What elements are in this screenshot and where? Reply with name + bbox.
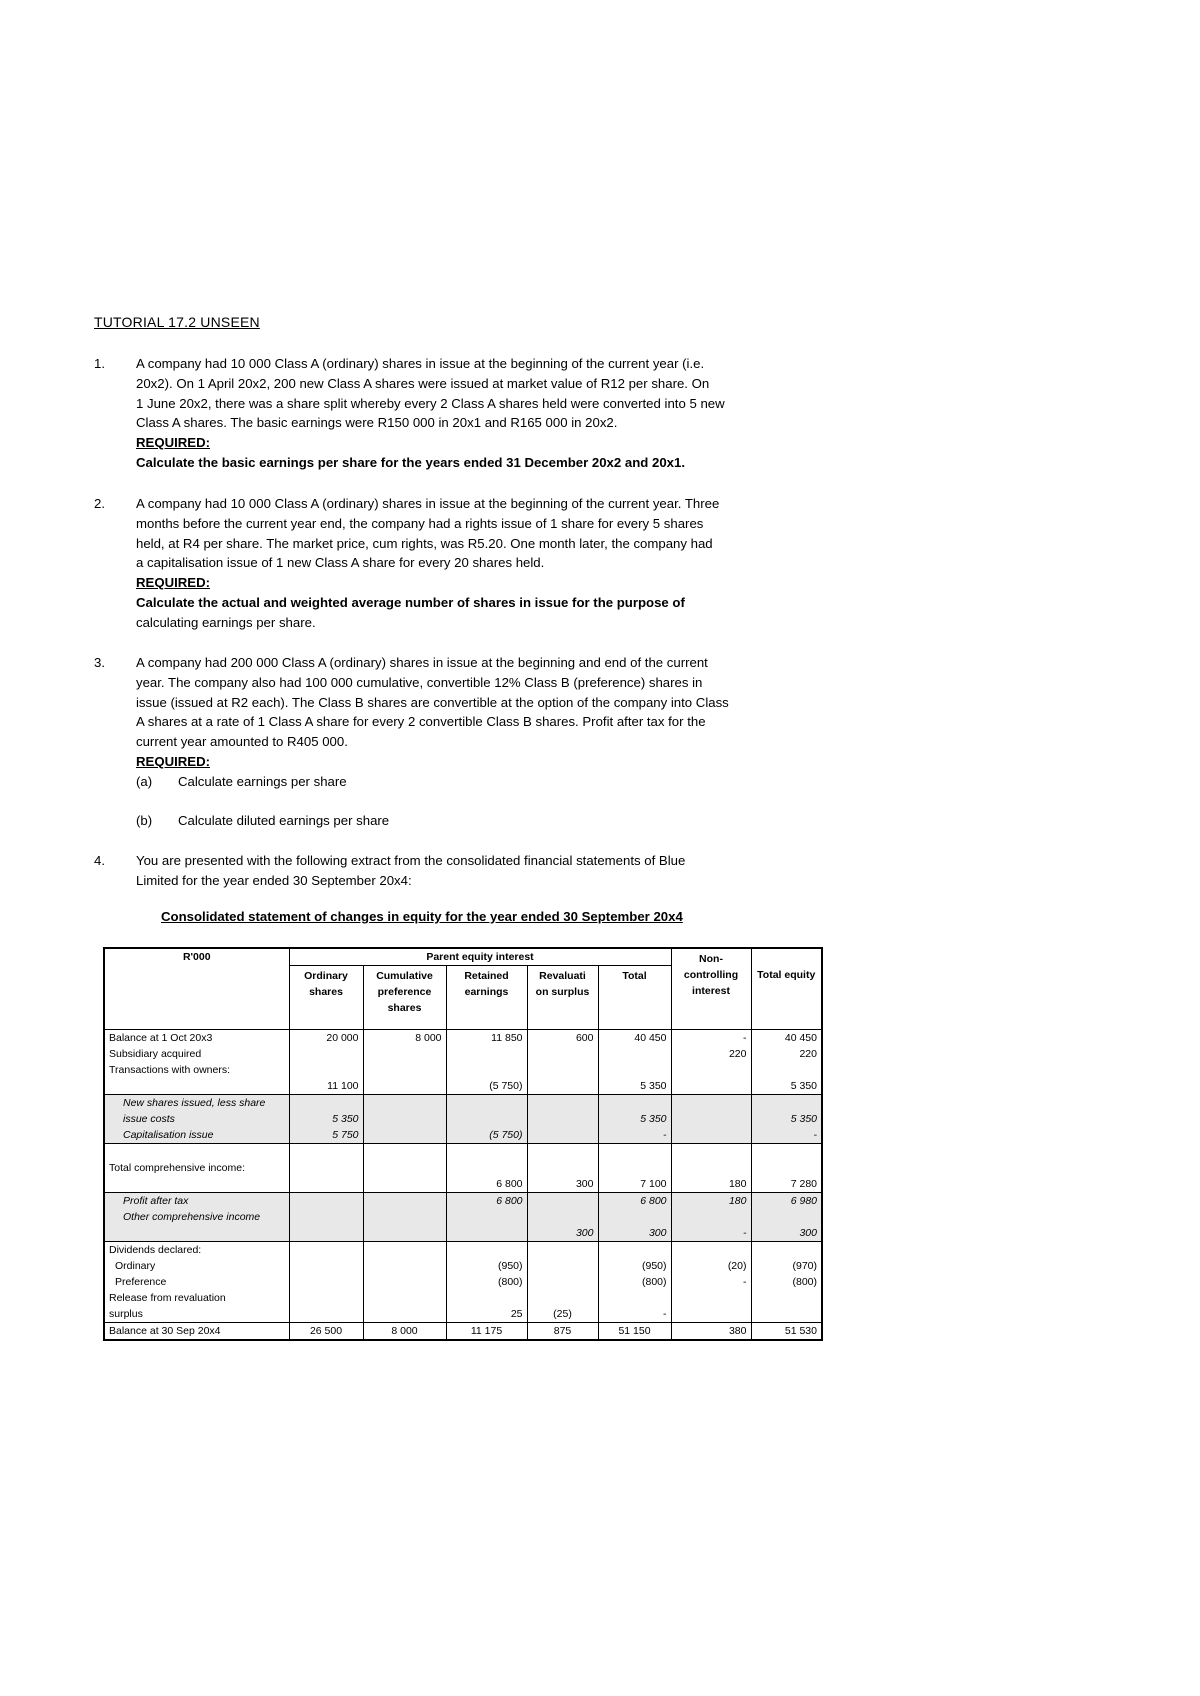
- total-equity-cell: -: [751, 1127, 822, 1144]
- question-text-line: A shares at a rate of 1 Class A share for every 2 convertible Class B shares. Profit after tax for the: [136, 714, 706, 730]
- question-1: [94, 354, 814, 473]
- total-cell: 5 350: [598, 1111, 671, 1127]
- question-text-line: 20x2). On 1 April 20x2, 200 new Class A shares were issued at market value of R12 per share. On: [136, 375, 710, 391]
- ordinary-cell: 26 500: [289, 1322, 363, 1340]
- nci-cell: (20): [671, 1258, 751, 1274]
- table-row: [104, 1274, 822, 1290]
- row-label: Total comprehensive income:: [104, 1160, 289, 1176]
- ordinary-cell: 11 100: [289, 1078, 363, 1095]
- question-number: 2.: [94, 496, 105, 511]
- preference-cell: 8 000: [363, 1322, 446, 1340]
- required-task-line: calculating earnings per share.: [136, 614, 316, 630]
- revaluation-cell: 300: [527, 1225, 598, 1242]
- required-task-line: Calculate the actual and weighted average number of shares in issue for the purpose of: [136, 594, 685, 610]
- total-equity-cell: (970): [792, 1259, 817, 1272]
- equity-statement-table: [103, 947, 823, 1341]
- question-2: [94, 494, 814, 633]
- question-text-line: A company had 10 000 Class A (ordinary) shares in issue at the beginning of the current year (i.e.: [136, 356, 705, 371]
- cumulative-preference-header: Cumulative preference shares: [363, 966, 446, 1030]
- question-text-line: issue (issued at R2 each). The Class B shares are convertible at the option of the company into Class: [136, 694, 729, 710]
- revaluation-cell: 875: [527, 1322, 598, 1340]
- total-equity-cell: 5 350: [751, 1078, 822, 1095]
- nci-header: Non-controlling interest: [671, 948, 751, 1030]
- table-title: Consolidated statement of changes in equity for the year ended 30 September 20x4: [161, 909, 683, 924]
- question-text-line: Limited for the year ended 30 September 20x4:: [136, 872, 412, 888]
- sub-question-text: Calculate diluted earnings per share: [178, 813, 390, 829]
- table-row: [104, 1095, 822, 1112]
- revaluation-cell: 600: [527, 1030, 598, 1047]
- total-header: Total: [598, 966, 671, 1030]
- retained-cell: (950): [446, 1258, 527, 1274]
- ordinary-cell: 5 350: [289, 1111, 363, 1127]
- retained-earnings-header: Retained earnings: [446, 966, 527, 1030]
- total-cell: -: [598, 1306, 671, 1323]
- table-row: [104, 1241, 822, 1258]
- table-row: [104, 1078, 822, 1095]
- row-label: surplus: [104, 1306, 289, 1323]
- question-number: 4.: [94, 853, 105, 868]
- table-row: [104, 1127, 822, 1144]
- row-label: Balance at 30 Sep 20x4: [104, 1322, 289, 1340]
- total-equity-cell: 6 980: [790, 1194, 817, 1207]
- parent-equity-header: Parent equity interest: [289, 948, 671, 966]
- retained-cell: (800): [446, 1274, 527, 1290]
- question-text-line: Class A shares. The basic earnings were R150 000 in 20x1 and R165 000 in 20x2.: [136, 415, 618, 431]
- total-cell: -: [598, 1127, 671, 1144]
- total-cell: 6 800: [598, 1192, 671, 1209]
- retained-cell: 11 850: [446, 1030, 527, 1047]
- retained-cell: 6 800: [446, 1192, 527, 1209]
- retained-cell: 11 175: [446, 1322, 527, 1340]
- question-number: 1.: [94, 356, 105, 371]
- table-row: [104, 1290, 822, 1306]
- table-row: [104, 1225, 822, 1242]
- question-text-line: year. The company also had 100 000 cumulative, convertible 12% Class B (preference) shares in: [136, 674, 703, 690]
- required-task: Calculate the basic earnings per share for the years ended 31 December 20x2 and 20x1.: [136, 454, 686, 470]
- row-label: Other comprehensive income: [104, 1209, 289, 1225]
- ordinary-cell: 5 750: [289, 1127, 363, 1144]
- total-equity-cell: 7 280: [751, 1176, 822, 1193]
- total-cell: 5 350: [598, 1078, 671, 1095]
- table-row: [104, 1030, 822, 1047]
- retained-cell: (5 750): [446, 1127, 527, 1144]
- question-number: 3.: [94, 655, 105, 670]
- question-text-line: held, at R4 per share. The market price, cum rights, was R5.20. One month later, the company had: [136, 535, 713, 551]
- required-heading: REQUIRED:: [136, 575, 210, 591]
- question-4: [94, 851, 814, 891]
- table-row: [104, 1160, 822, 1176]
- revaluation-cell: (25): [527, 1306, 598, 1323]
- total-cell: 300: [598, 1225, 671, 1242]
- question-text-line: 1 June 20x2, there was a share split whereby every 2 Class A shares held were converted into 5 new: [136, 395, 725, 411]
- question-text-line: A company had 10 000 Class A (ordinary) shares in issue at the beginning of the current year. Three: [136, 496, 720, 511]
- sub-question-b: [136, 811, 814, 831]
- preference-cell: 8 000: [363, 1030, 446, 1047]
- question-3: [94, 653, 814, 831]
- retained-cell: 25: [446, 1306, 527, 1323]
- revaluation-cell: 300: [527, 1176, 598, 1193]
- ordinary-shares-header: Ordinary shares: [289, 966, 363, 1030]
- row-label: Ordinary: [104, 1258, 289, 1274]
- ordinary-cell: 20 000: [289, 1030, 363, 1047]
- total-cell: 51 150: [598, 1322, 671, 1340]
- row-label: Preference: [104, 1274, 289, 1290]
- row-label: Profit after tax: [104, 1192, 289, 1209]
- row-label: issue costs: [104, 1111, 289, 1127]
- total-equity-cell: 5 350: [790, 1113, 817, 1125]
- table-row: [104, 1046, 822, 1062]
- nci-cell: -: [671, 1225, 751, 1242]
- tutorial-title: TUTORIAL 17.2 UNSEEN: [94, 314, 260, 330]
- sub-question-label: (a): [136, 773, 153, 789]
- sub-question-label: (b): [136, 813, 153, 829]
- total-equity-header: Total equity: [751, 948, 822, 1030]
- table-row: [104, 1258, 822, 1274]
- row-label: Balance at 1 Oct 20x3: [104, 1030, 289, 1047]
- question-text-line: A company had 200 000 Class A (ordinary) shares in issue at the beginning and end of the current: [136, 655, 708, 670]
- sub-question-a: [136, 772, 814, 792]
- table-row: [104, 1144, 822, 1160]
- nci-cell: -: [671, 1030, 751, 1047]
- table-row: [104, 1306, 822, 1323]
- required-heading: REQUIRED:: [136, 435, 210, 451]
- table-row: [104, 1062, 822, 1078]
- nci-cell: 220: [671, 1046, 751, 1062]
- row-label: Capitalisation issue: [104, 1127, 289, 1144]
- row-label: New shares issued, less share: [104, 1095, 289, 1112]
- table-row: [104, 1322, 822, 1340]
- row-label: Dividends declared:: [104, 1241, 289, 1258]
- total-equity-cell: 40 450: [784, 1032, 817, 1044]
- total-cell: 7 100: [598, 1176, 671, 1193]
- question-text-line: months before the current year end, the company had a rights issue of 1 share for every 5 shares: [136, 515, 704, 531]
- question-text-line: You are presented with the following extract from the consolidated financial statements of Blue: [136, 853, 686, 868]
- total-equity-cell: 220: [799, 1048, 817, 1060]
- total-cell: (950): [598, 1258, 671, 1274]
- row-label: Transactions with owners:: [104, 1062, 289, 1078]
- question-text-line: a capitalisation issue of 1 new Class A share for every 20 shares held.: [136, 555, 545, 571]
- nci-cell: 180: [671, 1176, 751, 1193]
- table-row: [104, 1209, 822, 1225]
- table-row: [104, 1111, 822, 1127]
- question-text-line: current year amounted to R405 000.: [136, 734, 348, 750]
- total-equity-cell: 51 530: [751, 1322, 822, 1340]
- required-heading: REQUIRED:: [136, 753, 210, 769]
- nci-cell: 380: [671, 1322, 751, 1340]
- retained-cell: (5 750): [446, 1078, 527, 1095]
- row-label: Release from revaluation: [104, 1290, 289, 1306]
- total-equity-cell: (800): [792, 1275, 817, 1288]
- total-cell: (800): [598, 1274, 671, 1290]
- total-equity-cell: 300: [751, 1225, 822, 1242]
- revaluation-surplus-header: Revaluati on surplus: [527, 966, 598, 1030]
- total-cell: 40 450: [598, 1030, 671, 1047]
- nci-cell: 180: [671, 1192, 751, 1209]
- sub-question-text: Calculate earnings per share: [178, 773, 347, 789]
- table-row: [104, 1176, 822, 1193]
- unit-header: R'000: [104, 948, 289, 1030]
- nci-cell: -: [671, 1274, 751, 1290]
- retained-cell: 6 800: [446, 1176, 527, 1193]
- row-label: Subsidiary acquired: [104, 1046, 289, 1062]
- table-row: [104, 1192, 822, 1209]
